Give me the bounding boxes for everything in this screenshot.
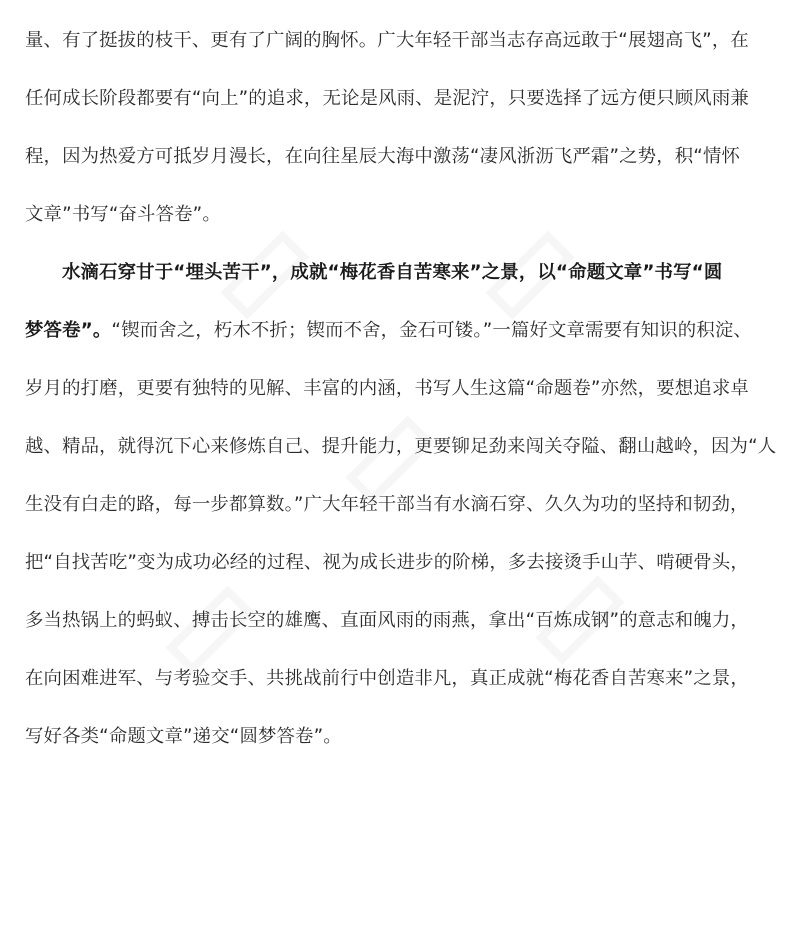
text-line: 在向困难进军、与考验交手、共挑战前行中创造非凡，真正成就“梅花香自苦寒来”之景， bbox=[25, 668, 749, 689]
text-line: 写好各类“命题文章”递交“圆梦答卷”。 bbox=[25, 726, 342, 747]
text-line: 任何成长阶段都要有“向上”的追求，无论是风雨、是泥泞，只要选择了远方便只顾风雨兼 bbox=[25, 88, 749, 109]
paragraph-heading-end: 梦答卷”。 bbox=[25, 320, 112, 341]
text-line: 多当热锅上的蚂蚁、搏击长空的雄鹰、直面风雨的雨燕，拿出“百炼成钢”的意志和魄力， bbox=[25, 610, 749, 631]
text-line: 文章”书写“奋斗答卷”。 bbox=[25, 204, 221, 225]
text-line bbox=[25, 318, 785, 344]
text-line: 量、有了挺拔的枝干、更有了广阔的胸怀。广大年轻干部当志存高远敢于“展翅高飞”，在 bbox=[25, 30, 749, 51]
text-line: 把“自找苦吃”变为成功必经的过程、视为成长进步的阶梯，多去接烫手山芋、啃硬骨头， bbox=[25, 552, 749, 573]
text-line: 程，因为热爱方可抵岁月漫长，在向往星辰大海中激荡“凄风浙沥飞严霜”之势，积“情怀 bbox=[25, 146, 741, 167]
text-line: 生没有白走的路，每一步都算数。”广大年轻干部当有水滴石穿、久久为功的坚持和韧劲， bbox=[25, 494, 749, 515]
text-line: 岁月的打磨，更要有独特的见解、丰富的内涵，书写人生这篇“命题卷”亦然，要想追求卓 bbox=[25, 378, 749, 399]
paragraph-heading: 水滴石穿甘于“埋头苦干”，成就“梅花香自苦寒来”之景，以“命题文章”书写“圆 bbox=[62, 262, 723, 283]
text-line: 越、精品，就得沉下心来修炼自己、提升能力，更要铆足劲来闯关夺隘、翻山越岭，因为“人 bbox=[25, 436, 777, 457]
quote-text: “锲而舍之，朽木不折；锲而不舍，金石可镂。”一篇好文章需要有知识的积淀、 bbox=[111, 320, 752, 341]
